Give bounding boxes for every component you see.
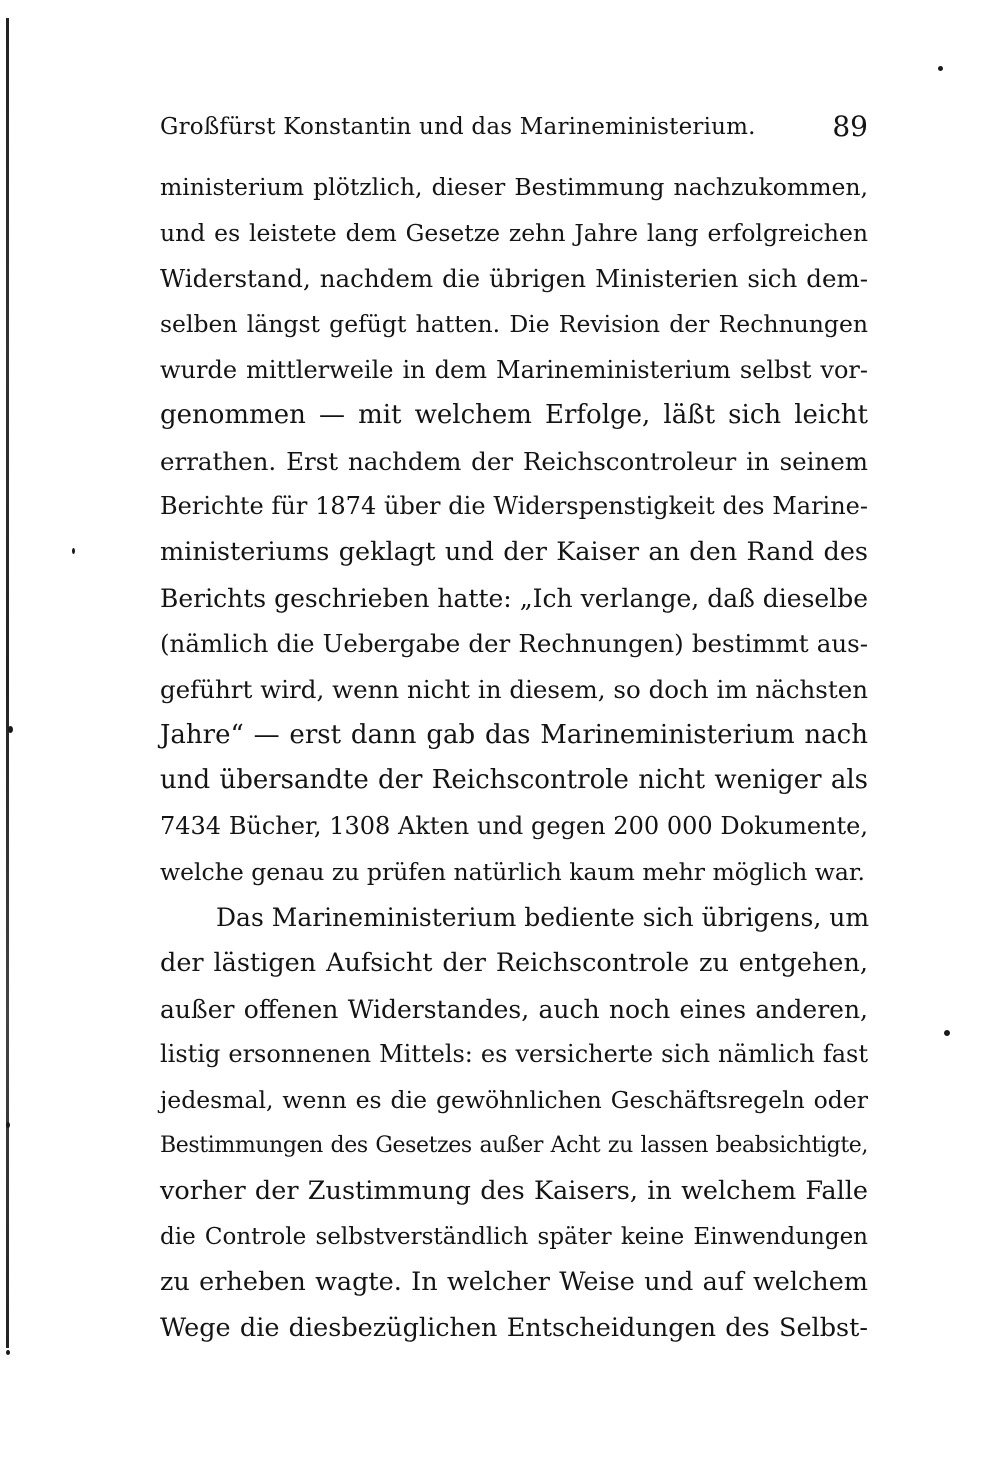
text-line: jedesmal, wenn es die gewöhnlichen Geschäftsregeln oder (160, 1085, 868, 1114)
text-line: Jahre“ — erst dann gab das Marineministerium nach (160, 719, 868, 750)
text-line: und übersandte der Reichscontrole nicht weniger als (160, 765, 868, 796)
text-line: listig ersonnenen Mittels: es versicherte sich nämlich fast (160, 1040, 868, 1069)
text-line: außer offenen Widerstandes, auch noch eines anderen, (160, 994, 868, 1024)
print-speck (6, 1350, 10, 1355)
text-line: selben längst gefügt hatten. Die Revision der Rechnungen (160, 309, 868, 338)
text-line: Berichte für 1874 über die Widerspenstigkeit des Marine- (160, 492, 868, 521)
body-text (160, 165, 868, 1352)
text-line: (nämlich die Uebergabe der Rechnungen) bestimmt aus- (160, 629, 868, 659)
page-edge-rule (6, 18, 9, 1348)
text-line: und es leistete dem Gesetze zehn Jahre lang erfolgreichen (160, 218, 868, 247)
print-speck (944, 1030, 950, 1036)
text-line: errathen. Erst nachdem der Reichscontroleur in seinem (160, 446, 868, 476)
text-line: Wege die diesbezüglichen Entscheidungen des Selbst- (160, 1313, 868, 1344)
page-number: 89 (832, 110, 868, 143)
print-speck (72, 548, 75, 554)
text-line: genommen — mit welchem Erfolge, läßt sich leicht (160, 400, 868, 431)
print-speck (8, 726, 13, 733)
text-line: geführt wird, wenn nicht in diesem, so doch im nächsten (160, 675, 868, 705)
page-header (160, 108, 868, 148)
text-line: ministerium plötzlich, dieser Bestimmung nachzukommen, (160, 173, 868, 201)
text-line: wurde mittlerweile in dem Marineministerium selbst vor- (160, 355, 868, 384)
text-line: Berichts geschrieben hatte: „Ich verlange, daß dieselbe (160, 583, 868, 613)
text-line: Widerstand, nachdem die übrigen Ministerien sich dem- (160, 264, 868, 294)
print-speck (938, 66, 943, 71)
text-line: zu erheben wagte. In welcher Weise und auf welchem (160, 1267, 868, 1298)
print-speck (6, 1122, 10, 1128)
text-line: 7434 Bücher, 1308 Akten und gegen 200 000 Dokumente, (160, 811, 868, 840)
text-line: der lästigen Aufsicht der Reichscontrole zu entgehen, (160, 947, 868, 978)
text-line: ministeriums geklagt und der Kaiser an den Rand des (160, 537, 868, 568)
text-line: vorher der Zustimmung des Kaisers, in welchem Falle (160, 1176, 868, 1207)
running-title: Großfürst Konstantin und das Marineministerium. (160, 114, 756, 140)
paragraph-last-line: welche genau zu prüfen natürlich kaum mehr möglich war. (160, 857, 865, 886)
text-line: Bestimmungen des Gesetzes außer Acht zu lassen beabsichtigte, (160, 1133, 868, 1159)
paragraph-first-line: Das Marineministerium bediente sich übrigens, um (216, 903, 870, 933)
text-line: die Controle selbstverständlich später keine Einwendungen (160, 1223, 868, 1250)
